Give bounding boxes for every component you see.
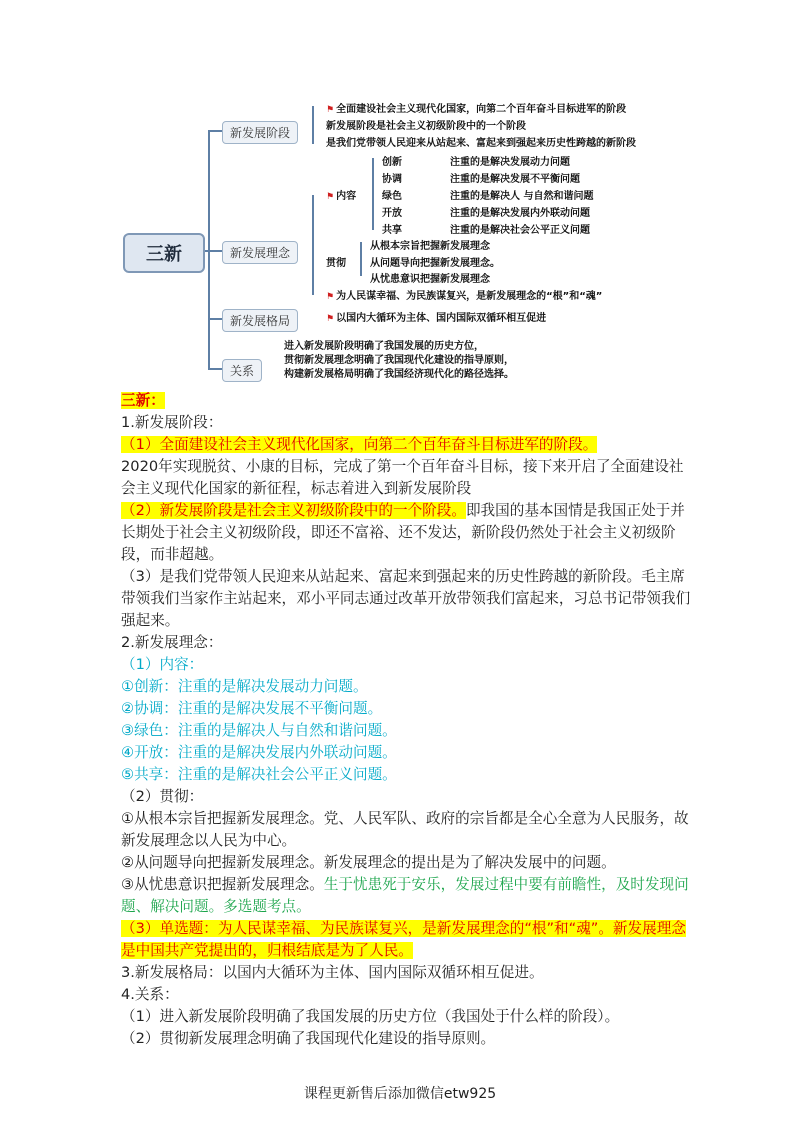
relation-line-1: 进入新发展阶段明确了我国发展的历史方位， (284, 341, 484, 352)
section-3: 3.新发展格局：以国内大循环为主体、国内国际双循环相互促进。 (121, 964, 544, 981)
connector-concept (208, 250, 222, 252)
concept-item-5: ⑤共享：注重的是解决社会公平正义问题。 (121, 766, 397, 783)
concept-soul: ⚑ 为人民谋幸福、为民族谋复兴，是新发展理念的“根”和“魂” (326, 291, 603, 302)
stage-item-2: 新发展阶段是社会主义初级阶段中的一个阶段 (326, 121, 526, 132)
relation-line-3: 构建新发展格局明确了我国经济现代化的路径选择。 (284, 369, 514, 380)
notes-body (121, 390, 691, 1050)
connector-pattern (208, 318, 222, 320)
flag-icon: ⚑ (326, 105, 335, 115)
connector-relation (208, 368, 222, 370)
content-row-2: 协调 注重的是解决发展不平衡问题 (382, 174, 580, 185)
concept-content-heading: （1）内容： (121, 656, 204, 673)
implement-point-3-text: ③从忧患意识把握新发展理念。 (121, 876, 324, 893)
concept-implement-label: 贯彻 (326, 258, 346, 269)
pattern-item-1: ⚑ 以国内大循环为主体、国内国际双循环相互促进 (326, 313, 547, 324)
stage-point-2 (121, 500, 691, 566)
section-2-heading: 2.新发展理念： (121, 634, 223, 651)
branch-concept: 新发展理念 (222, 241, 298, 264)
content-row-1: 创新 注重的是解决发展动力问题 (382, 157, 570, 168)
branch-stage: 新发展阶段 (222, 121, 298, 144)
flag-icon: ⚑ (326, 192, 335, 202)
relation-line-2: 贯彻新发展理念明确了我国现代化建设的指导原则， (284, 355, 514, 366)
stage-point-2-text: 即我国的基本国情是我国正处于并长期处于社会主义初级阶段，即还不富裕、还不发达，新阶段仍然处于社会主义初级阶段，而非超越。 (121, 502, 685, 563)
notes-title: 三新： (121, 392, 165, 409)
implement-row-3: 从忧患意识把握新发展理念 (370, 274, 490, 285)
section-1-heading: 1.新发展阶段： (121, 414, 223, 431)
stage-point-2-highlight: （2）新发展阶段是社会主义初级阶段中的一个阶段。 (121, 502, 466, 519)
concept-content-label: ⚑ 内容 (326, 191, 357, 202)
stage-point-1-text: 2020年实现脱贫、小康的目标，完成了第一个百年奋斗目标，接下来开启了全面建设社会主义现代化国家的新征程，标志着进入到新发展阶段 (121, 458, 684, 497)
mindmap-root: 三新 (123, 233, 205, 273)
content-row-5: 共享 注重的是解决社会公平正义问题 (382, 225, 590, 236)
implement-point-3-note: 生于忧患死于安乐，发展过程中要有前瞻性，及时发现问题、解决问题。多选题考点。 (121, 876, 689, 915)
concept-implement-heading: （2）贯彻： (121, 788, 204, 805)
implement-row-2: 从问题导向把握新发展理念。 (370, 258, 500, 269)
connector-stage-spine (312, 106, 314, 144)
single-choice-note: （3）单选题：为人民谋幸福、为民族谋复兴，是新发展理念的“根”和“魂”。新发展理念是中国共产党提出的，归根结底是为了人民。 (121, 920, 686, 959)
connector-concept-spine (312, 195, 314, 295)
implement-row-1: 从根本宗旨把握新发展理念 (370, 241, 490, 252)
implement-point-2: ②从问题导向把握新发展理念。新发展理念的提出是为了解决发展中的问题。 (121, 854, 616, 871)
stage-item-1: ⚑ 全面建设社会主义现代化国家，向第二个百年奋斗目标进军的阶段 (326, 104, 627, 115)
concept-item-3: ③绿色：注重的是解决人与自然和谐问题。 (121, 722, 397, 739)
concept-item-4: ④开放：注重的是解决发展内外联动问题。 (121, 744, 397, 761)
stage-item-3: 是我们党带领人民迎来从站起来、富起来到强起来历史性跨越的新阶段 (326, 138, 636, 149)
relation-point-2: （2）贯彻新发展理念明确了我国现代化建设的指导原则。 (121, 1030, 496, 1047)
content-row-3: 绿色 注重的是解决人 与自然和谐问题 (382, 191, 594, 202)
connector-stage (208, 130, 222, 132)
connector-implement-spine (360, 242, 362, 276)
stage-point-1: （1）全面建设社会主义现代化国家，向第二个百年奋斗目标进军的阶段。 (121, 436, 598, 453)
concept-item-2: ②协调：注重的是解决发展不平衡问题。 (121, 700, 383, 717)
section-4-heading: 4.关系： (121, 986, 179, 1003)
flag-icon: ⚑ (326, 314, 335, 324)
branch-relation: 关系 (222, 359, 262, 382)
footer-note: 课程更新售后添加微信etw925 (303, 1086, 497, 1102)
flag-icon: ⚑ (326, 292, 335, 302)
content-row-4: 开放 注重的是解决发展内外联动问题 (382, 208, 590, 219)
branch-pattern: 新发展格局 (222, 309, 298, 332)
stage-point-3: （3）是我们党带领人民迎来从站起来、富起来到强起来的历史性跨越的新阶段。毛主席带领我们当家作主站起来，邓小平同志通过改革开放带领我们富起来，习总书记带领我们强起来。 (121, 568, 691, 629)
implement-point-1: ①从根本宗旨把握新发展理念。党、人民军队、政府的宗旨都是全心全意为人民服务，故新发展理念以人民为中心。 (121, 810, 689, 849)
concept-item-1: ①创新：注重的是解决发展动力问题。 (121, 678, 368, 695)
connector-content-spine (372, 158, 374, 230)
implement-point-3 (121, 874, 691, 918)
relation-point-1: （1）进入新发展阶段明确了我国发展的历史方位（我国处于什么样的阶段）。 (121, 1008, 620, 1025)
mind-map (0, 0, 800, 390)
